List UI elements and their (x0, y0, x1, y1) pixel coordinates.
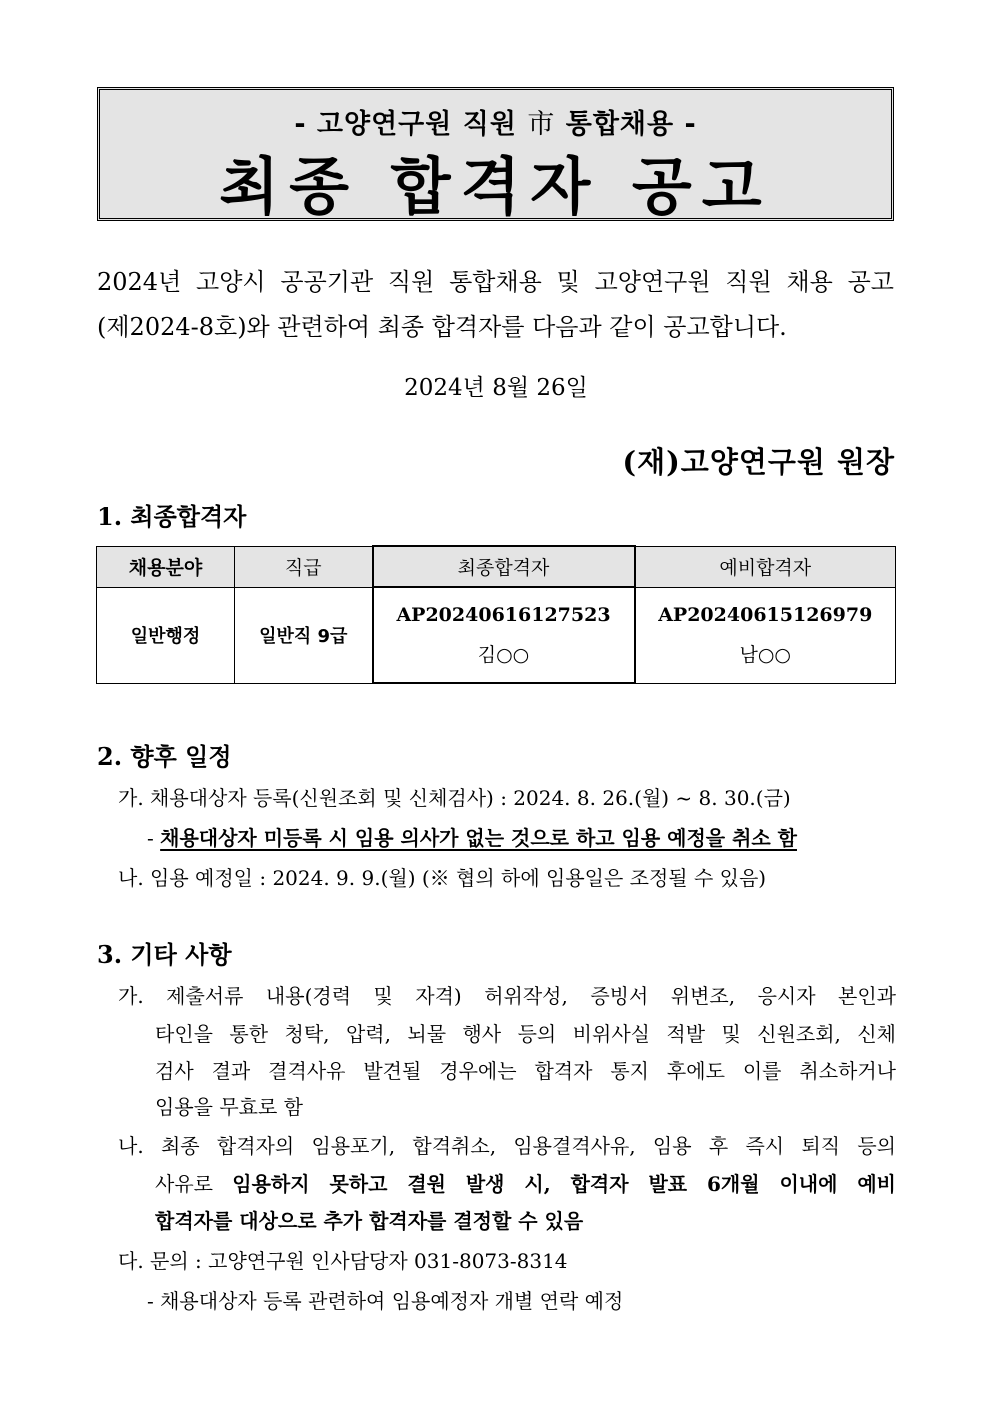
subtitle-market-char: 市 (527, 109, 556, 140)
page-title: 최종 합격자 공고 (219, 150, 772, 223)
issuer: (재)고양연구원 원장 (622, 445, 895, 479)
title-box (97, 87, 894, 221)
schedule-item-ga: 가. 채용대상자 등록(신원조회 및 신체검사) : 2024. 8. 26.(월) ~ 8. 30.(금) (118, 786, 791, 810)
etc-da-note: - 채용대상자 등록 관련하여 임용예정자 개별 연락 예정 (147, 1289, 624, 1313)
final-name: 김○○ (477, 644, 530, 666)
header-final: 최종합격자 (373, 546, 635, 587)
schedule-note-dash: - (147, 826, 161, 850)
subtitle-left: - 고양연구원 직원 (294, 109, 517, 140)
section-1-heading: 1. 최종합격자 (97, 502, 247, 531)
header-field: 채용분야 (97, 546, 235, 587)
reserve-name: 남○○ (739, 644, 791, 666)
etc-ga-line-1: 가. 제출서류 내용(경력 및 자격) 허위작성, 증빙서 위변조, 응시자 본인과 (118, 984, 896, 1008)
section-3-heading: 3. 기타 사항 (97, 940, 232, 969)
header-reserve: 예비합격자 (635, 546, 896, 587)
schedule-item-na: 나. 임용 예정일 : 2024. 9. 9.(월) (※ 협의 하에 임용일은 조정될 수 있음) (118, 866, 767, 890)
schedule-note-text: 채용대상자 미등록 시 임용 의사가 없는 것으로 하고 임용 예정을 취소 함 (160, 826, 797, 850)
table-row (97, 587, 896, 683)
etc-na-line-1: 나. 최종 합격자의 임용포기, 합격취소, 임용결격사유, 임용 후 즉시 퇴직 등의 (118, 1134, 896, 1158)
subtitle-right: 통합채용 - (565, 109, 697, 140)
cell-grade: 일반직 9급 (235, 587, 373, 683)
intro-line-1: 2024년 고양시 공공기관 직원 통합채용 및 고양연구원 직원 채용 공고 (97, 268, 894, 296)
cell-final (373, 587, 635, 683)
header-grade: 직급 (235, 546, 373, 587)
etc-da-line: 다. 문의 : 고양연구원 인사담당자 031-8073-8314 (118, 1249, 568, 1273)
reserve-id: AP20240615126979 (658, 604, 873, 626)
result-table (96, 545, 896, 684)
title-subtitle (100, 102, 891, 141)
publish-date: 2024년 8월 26일 (404, 375, 588, 401)
final-id: AP20240616127523 (396, 604, 611, 626)
etc-ga-line-4: 임용을 무효로 함 (155, 1095, 303, 1119)
intro-line-2: (제2024-8호)와 관련하여 최종 합격자를 다음과 같이 공고합니다. (97, 313, 787, 341)
cell-reserve (635, 587, 896, 683)
etc-na-line-2-bold: 임용하지 못하고 결원 발생 시, 합격자 발표 6개월 이내에 예비 (232, 1172, 896, 1196)
etc-ga-line-2: 타인을 통한 청탁, 압력, 뇌물 행사 등의 비위사실 적발 및 신원조회, 신체 (155, 1022, 896, 1046)
etc-ga-line-3: 검사 결과 결격사유 발견될 경우에는 합격자 통지 후에도 이를 취소하거나 (155, 1059, 896, 1083)
etc-na-line-3: 합격자를 대상으로 추가 합격자를 결정할 수 있음 (155, 1209, 584, 1233)
etc-na-line-2 (155, 1168, 896, 1197)
section-2-heading: 2. 향후 일정 (97, 742, 232, 771)
etc-na-line-2-plain: 사유로 (155, 1172, 233, 1196)
schedule-note (147, 822, 797, 851)
table-header-row (97, 546, 896, 587)
cell-field: 일반행정 (97, 587, 235, 683)
